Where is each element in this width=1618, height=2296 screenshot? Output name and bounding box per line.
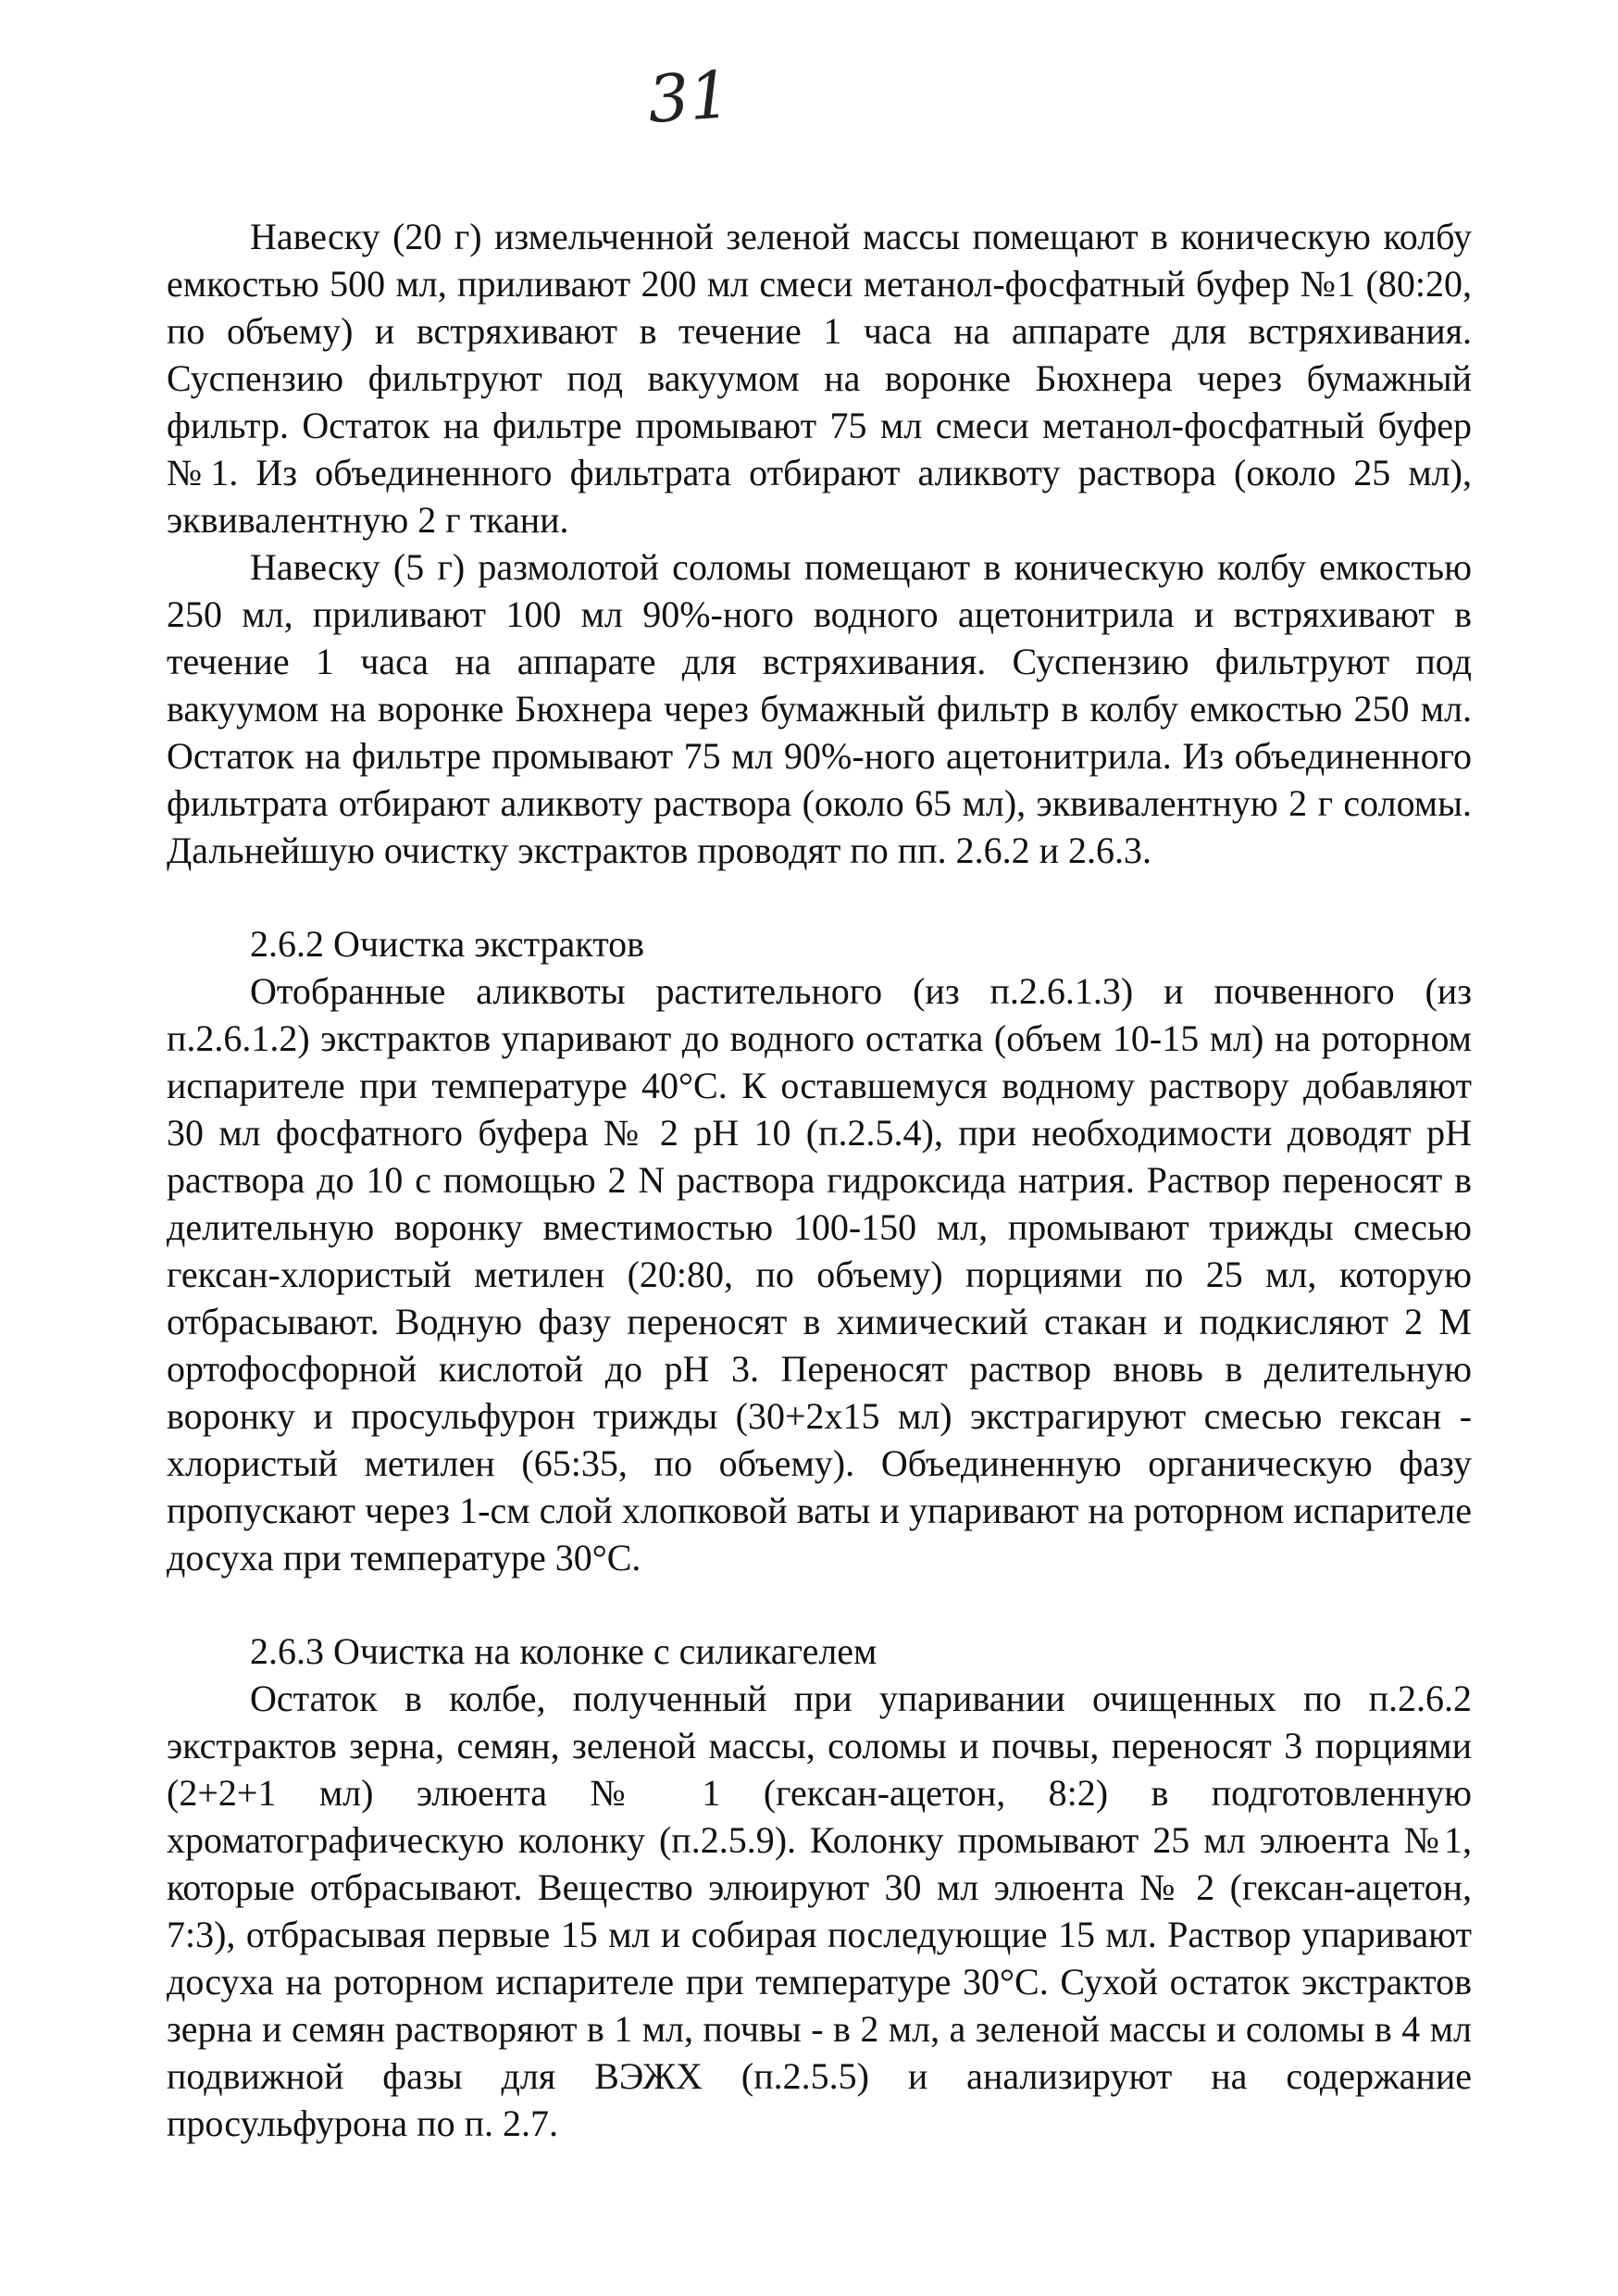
document-body (167, 213, 1472, 2147)
paragraph-silica-column: Остаток в колбе, полученный при упаривании очищенных по п.2.6.2 экстрактов зерна, семян, зеленой массы, соломы и почвы, переносят 3 порциями (2+2+1 мл) элюента № 1 (гексан-ацетон, 8:2) в подготовленную хроматографическую колонку (п.2.5.9). Колонку промывают 25 мл элюента №1, которые отбрасывают. Вещество элюируют 30 мл элюента № 2 (гексан-ацетон, 7:3), отбрасывая первые 15 мл и собирая последующие 15 мл. Раствор упаривают досуха на роторном испарителе при температуре 30°С. Сухой остаток экстрактов зерна и семян растворяют в 1 мл, почвы - в 2 мл, а зеленой массы и соломы в 4 мл подвижной фазы для ВЭЖХ (п.2.5.5) и анализируют на содержание просульфурона по п. 2.7. (167, 1678, 1472, 2144)
section-heading-silica-column: 2.6.3 Очистка на колонке с силикагелем (250, 1630, 877, 1672)
paragraph-green-mass: Навеску (20 г) измельченной зеленой массы помещают в коническую колбу емкостью 500 мл, приливают 200 мл смеси метанол-фосфатный буфер №1 (80:20, по объему) и встряхивают в течение 1 часа на аппарате для встряхивания. Суспензию фильтруют под вакуумом на воронке Бюхнера через бумажный фильтр. Остаток на фильтре промывают 75 мл смеси метанол-фосфатный буфер №1. Из объединенного фильтрата отбирают аликвоту раствора (около 25 мл), эквивалентную 2 г ткани. (167, 216, 1472, 541)
paragraph-extract-cleanup: Отобранные аликвоты растительного (из п.2.6.1.3) и почвенного (из п.2.6.1.2) экстрактов упаривают до водного остатка (объем 10-15 мл) на роторном испарителе при температуре 40°С. К оставшемуся водному раствору добавляют 30 мл фосфатного буфера № 2 рН 10 (п.2.5.4), при необходимости доводят рН раствора до 10 с помощью 2 N раствора гидроксида натрия. Раствор переносят в делительную воронку вместимостью 100-150 мл, промывают трижды смесью гексан-хлористый метилен (20:80, по объему) порциями по 25 мл, которую отбрасывают. Водную фазу переносят в химический стакан и подкисляют 2 М ортофосфорной кислотой до рН 3. Переносят раствор вновь в делительную воронку и просульфурон трижды (30+2х15 мл) экстрагируют смесью гексан - хлористый метилен (65:35, по объему). Объединенную органическую фазу пропускают через 1-см слой хлопковой ваты и упаривают на роторном испарителе досуха при температуре 30°С. (167, 970, 1472, 1578)
section-heading-extract-cleanup: 2.6.2 Очистка экстрактов (250, 923, 645, 965)
paragraph-straw: Навеску (5 г) размолотой соломы помещают в коническую колбу емкостью 250 мл, приливают 100 мл 90%-ного водного ацетонитрила и встряхивают в течение 1 часа на аппарате для встряхивания. Суспензию фильтруют под вакуумом на воронке Бюхнера через бумажный фильтр в колбу емкостью 250 мл. Остаток на фильтре промывают 75 мл 90%-ного ацетонитрила. Из объединенного фильтрата отбирают аликвоту раствора (около 65 мл), эквивалентную 2 г соломы. Дальнейшую очистку экстрактов проводят по пп. 2.6.2 и 2.6.3. (167, 546, 1472, 871)
page-number: 31 (645, 56, 733, 139)
